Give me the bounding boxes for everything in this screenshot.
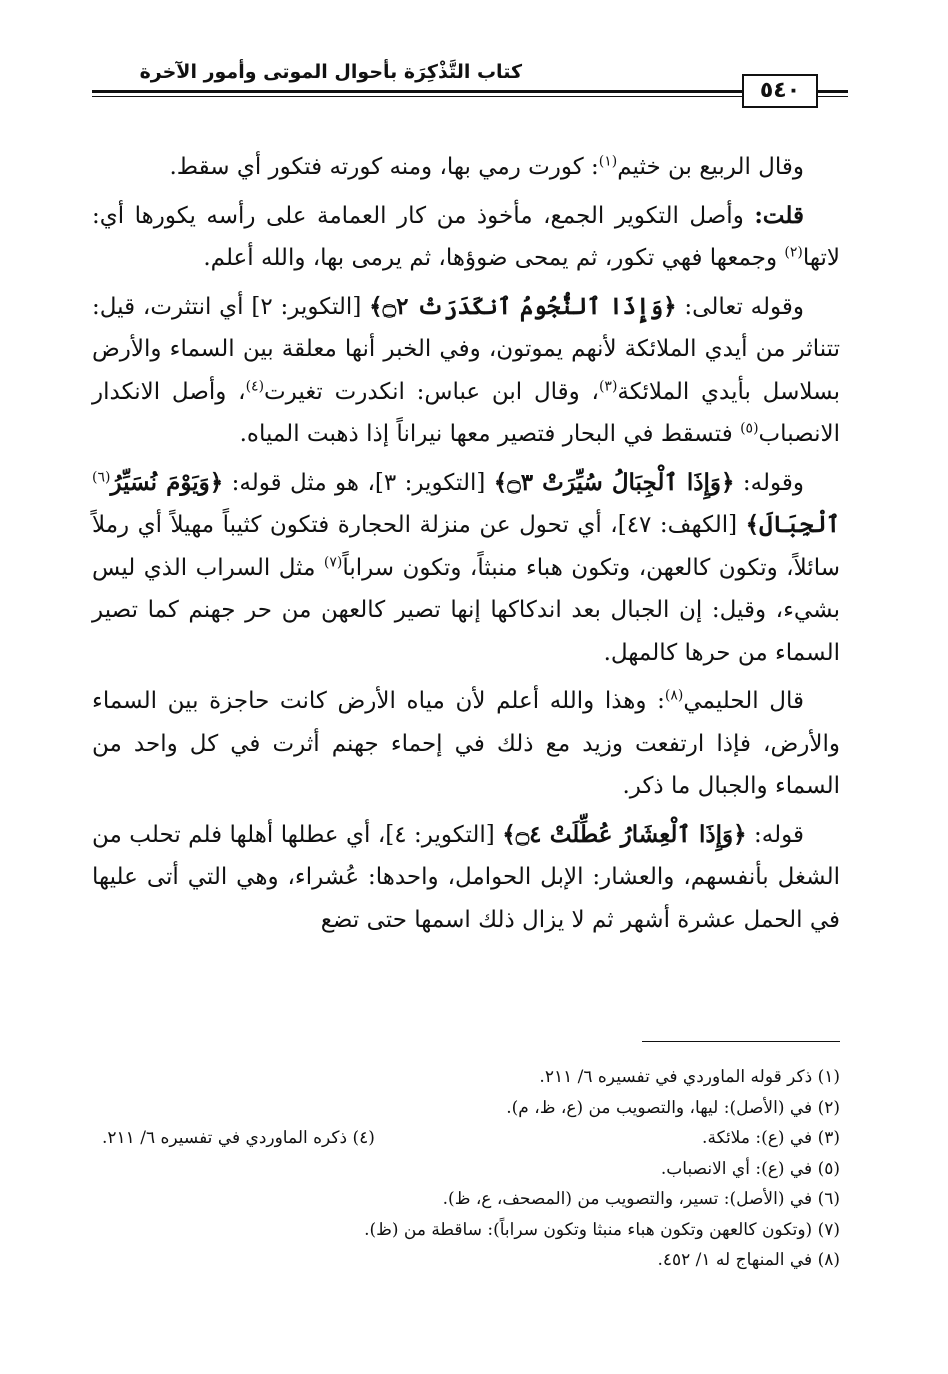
paragraph-4: وقوله: ﴿وَإِذَا ٱلْجِبَالُ سُيِّرَتْ ۝٣﴾ [التكوير: ٣]، هو مثل قوله: ﴿وَيَوْمَ نُسَيِّرُ$^{(٦)}$ ٱلْجِبَالَ﴾ [الكهف: ٤٧]، أي تحول عن منزلة الحجارة فتكون كثيباً مهيلاً أي رملاً سائلاً، وتكون كالعهن، وتكون هباء منبثاً، وتكون سراباً$^{(٧)}$ مثل السراب الذي ليس بشيء، وقيل: إن الجبال بعد اندكاكها إنها تصير كالعهن من حر جهنم كما تصير السماء من حرها كالمهل.: [92, 468, 840, 666]
header-rule-thick: [92, 90, 848, 93]
paragraph-1: وقال الربيع بن خثيم$^{(١)}$: كورت رمي بها، ومنه كورته فتكور أي سقط.: [169, 153, 804, 180]
footnote-ref-1[interactable]: (١): [598, 153, 618, 170]
footnote-separator: [642, 1041, 840, 1042]
footnote-ref-2[interactable]: (٢): [784, 244, 803, 261]
footnote-item: (٣) في (ع): ملائكة. (٤) ذكره الماوردي في تفسيره ٦/ ٢١١.: [102, 1128, 840, 1148]
footnote-item: (٨) في المنهاج له ١/ ٤٥٢.: [657, 1250, 840, 1270]
footnote-item: (٥) في (ع): أي الانصباب.: [660, 1158, 840, 1179]
quran-verse: ﴿وَإِذَا ٱلنُّجُومُ ٱنكَدَرَتْ ۝٢﴾: [369, 292, 677, 320]
paragraph-6: قوله: ﴿وَإِذَا ٱلْعِشَارُ عُطِّلَتْ ۝٤﴾ [التكوير: ٤]، أي عطلها أهلها فلم تحلب من الشغل بأنفسهم، والعشار: الإبل الحوامل، واحدها: عُشراء، وهي التي أتى عليها في الحمل عشرة أشهر ثم لا يزال ذلك اسمها حتى تضع: [92, 820, 840, 933]
footnote-ref-4[interactable]: (٤): [245, 377, 265, 394]
quran-verse: ٱلْجِبَالَ﴾: [745, 511, 840, 538]
header-rule-thin: [92, 96, 848, 97]
quran-verse: ﴿وَإِذَا ٱلْعِشَارُ عُطِّلَتْ ۝٤﴾: [502, 820, 747, 848]
footnote-item: (٧) (وتكون كالعهن وتكون هباء منبثا وتكون سراباً): ساقطة من (ظ).: [364, 1219, 840, 1240]
quran-verse: ﴿وَإِذَا ٱلْجِبَالُ سُيِّرَتْ ۝٣﴾: [493, 468, 735, 496]
footnote-ref-5[interactable]: (٥): [740, 420, 759, 437]
paragraph-2: قلت: وأصل التكوير الجمع، مأخوذ من كار العمامة على رأسه يكورها أي: لاتها$^{(٢)}$ وجمعها فهي تكور، ثم يمحى ضوؤها، ثم يرمى بها، والله أعلم.: [92, 201, 840, 271]
footnote-ref-8[interactable]: (٨): [664, 687, 684, 704]
main-text: [92, 146, 840, 947]
footnote-ref-3[interactable]: (٣): [598, 377, 618, 394]
qultu-label: قلت:: [754, 201, 804, 229]
footnote-ref-6[interactable]: (٦): [92, 468, 111, 485]
paragraph-3: وقوله تعالى: ﴿وَإِذَا ٱلنُّجُومُ ٱنكَدَرَتْ ۝٢﴾ [التكوير: ٢] أي انتثرت، قيل: تتناثر من أيدي الملائكة لأنهم يموتون، وفي الخبر أنها معلقة بين السماء والأرض بسلاسل بأيدي الملائكة$^{(٣)}$، وقال ابن عباس: انكدرت تغيرت$^{(٤)}$، وأصل الانكدار الانصباب$^{(٥)}$ فتسقط في البحار فتصير معها نيراناً إذا ذهبت المياه.: [92, 292, 841, 447]
running-header: [92, 60, 848, 104]
footnotes: [92, 1062, 840, 1276]
quran-verse: ﴿وَيَوْمَ نُسَيِّرُ: [110, 468, 224, 496]
footnote-item: (٢) في (الأصل): ليها، والتصويب من (ع، ظ، م).: [506, 1097, 840, 1118]
paragraph-5: قال الحليمي$^{(٨)}$: وهذا والله أعلم لأن مياه الأرض كانت حاجزة بين السماء والأرض، فإذا ارتفعت وزيد مع ذلك في إحماء جهنم أثرت في كل واحد من السماء والجبال ما ذكر.: [92, 687, 840, 799]
footnote-item: (٦) في (الأصل): تسير، والتصويب من (المصحف، ع، ظ).: [442, 1189, 840, 1209]
footnote-item: (١) ذكر قوله الماوردي في تفسيره ٦/ ٢١١.: [539, 1067, 840, 1087]
footnote-ref-7[interactable]: (٧): [323, 553, 343, 570]
page-number: ٥٤٠: [742, 74, 818, 108]
book-title: كتاب التَّذْكِرَة بأحوال الموتى وأمور الآخرة: [139, 61, 522, 83]
